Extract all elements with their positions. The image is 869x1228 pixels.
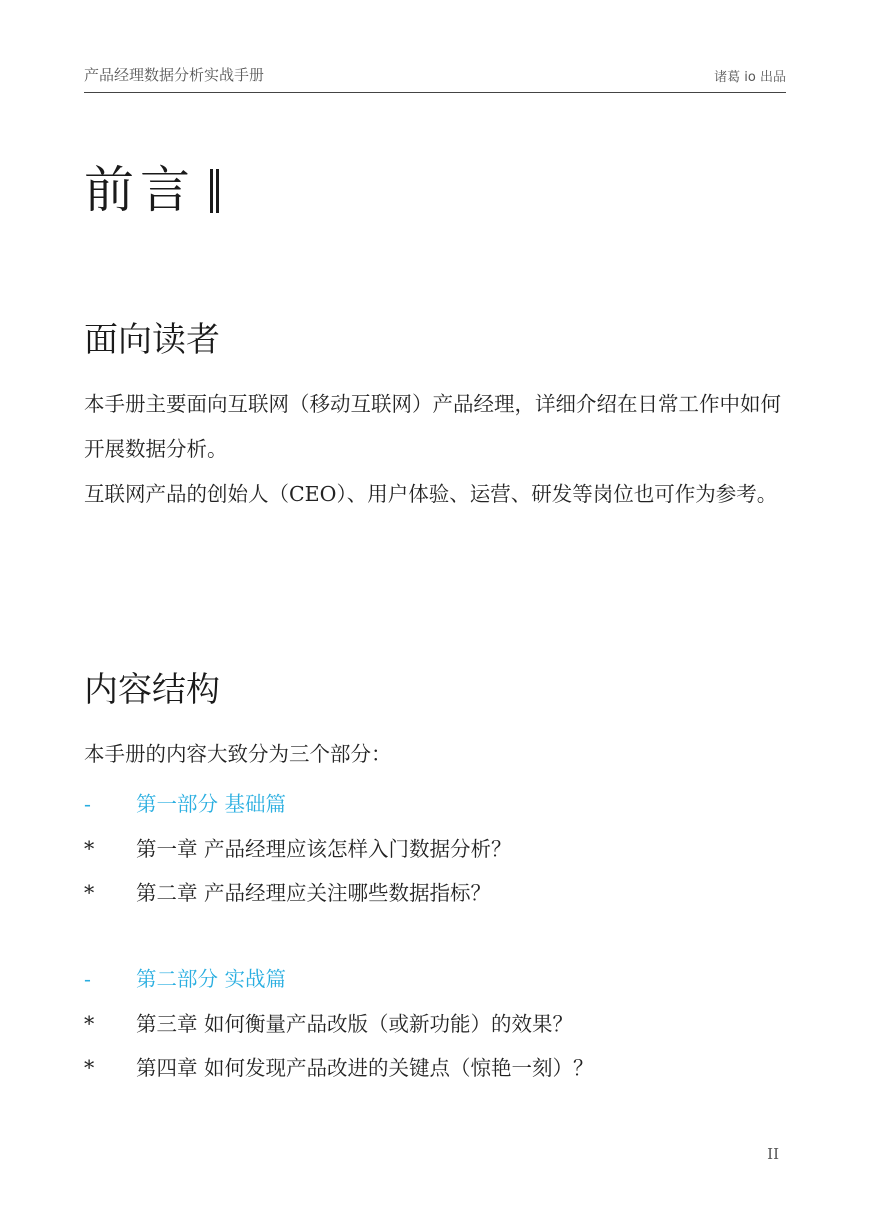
page-header [84, 62, 786, 93]
page-number: II [767, 1145, 779, 1163]
readers-paragraph-2: 互联网产品的创始人（CEO）、用户体验、运营、研发等岗位也可作为参考。 [84, 482, 778, 506]
asterisk-marker: * [84, 881, 95, 905]
asterisk-marker: * [84, 1056, 95, 1080]
part-label: 第一部分 基础篇 [136, 792, 287, 816]
title-double-bar-decoration [210, 169, 213, 213]
chapter-label: 第四章 如何发现产品改进的关键点（惊艳一刻）？ [136, 1056, 594, 1080]
chapter-label: 第一章 产品经理应该怎样入门数据分析？ [136, 837, 512, 861]
page-title-text: 前言 [84, 161, 196, 219]
asterisk-marker: * [84, 837, 95, 861]
list-item-part-2 [84, 964, 286, 994]
publisher-label: 诸葛 io 出品 [714, 70, 786, 85]
chapter-label: 第三章 如何衡量产品改版（或新功能）的效果？ [136, 1012, 574, 1036]
list-item-chapter-1 [84, 834, 512, 864]
section-heading-structure: 内容结构 [84, 670, 220, 710]
page-title [84, 160, 213, 220]
readers-paragraphs [84, 382, 794, 517]
list-item-chapter-3 [84, 1009, 573, 1039]
dash-marker: - [84, 967, 91, 991]
section-heading-readers: 面向读者 [84, 320, 220, 360]
asterisk-marker: * [84, 1012, 95, 1036]
dash-marker: - [84, 792, 91, 816]
part-label: 第二部分 实战篇 [136, 967, 287, 991]
book-title: 产品经理数据分析实战手册 [84, 66, 265, 84]
structure-intro: 本手册的内容大致分为三个部分： [84, 742, 392, 766]
readers-paragraph-1: 本手册主要面向互联网（移动互联网）产品经理，详细介绍在日常工作中如何开展数据分析。 [84, 392, 781, 461]
list-item-chapter-4 [84, 1053, 594, 1083]
list-item-part-1 [84, 789, 286, 819]
chapter-label: 第二章 产品经理应关注哪些数据指标？ [136, 881, 492, 905]
list-item-chapter-2 [84, 878, 491, 908]
